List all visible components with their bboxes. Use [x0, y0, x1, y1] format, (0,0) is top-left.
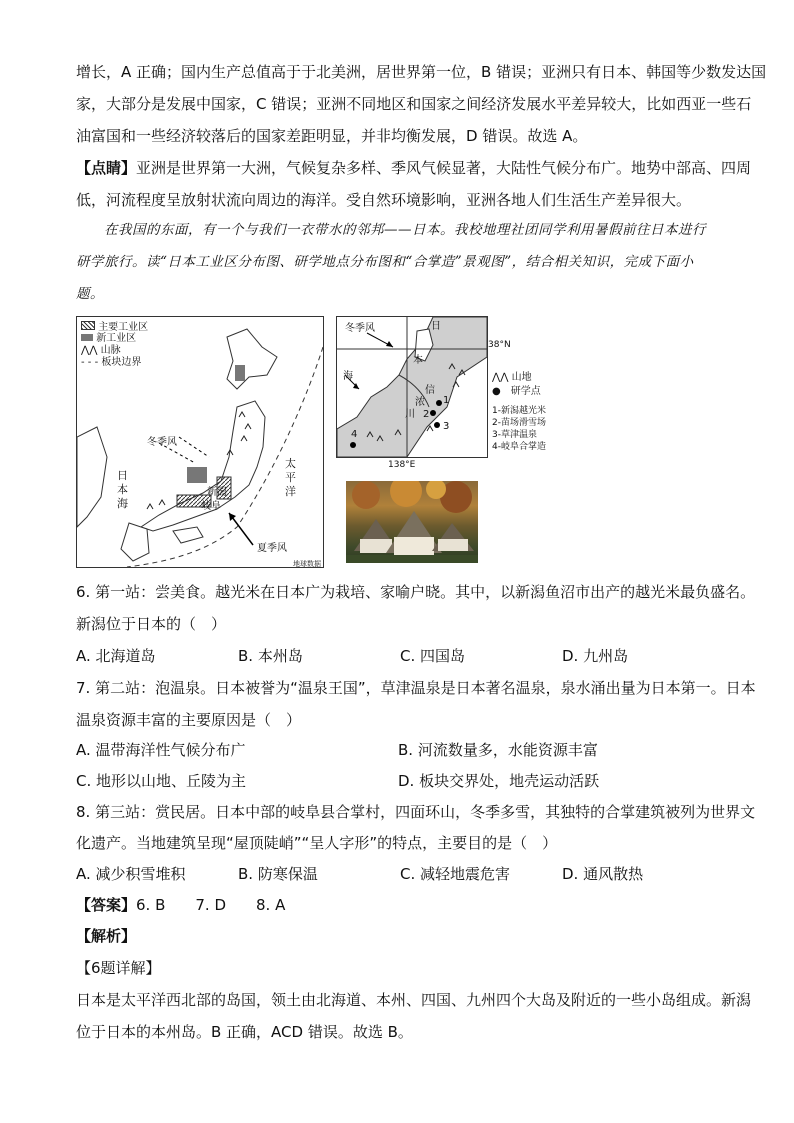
- study-site-graphic: [337, 317, 487, 457]
- japan-industry-map: [76, 316, 324, 568]
- map-label: 日: [431, 321, 441, 332]
- legend-item: - - - 板块边界: [81, 357, 142, 368]
- legend-site: 2-苗场滑雪场: [492, 418, 546, 428]
- site-number: 3: [443, 421, 450, 432]
- answer-tag: 【答案】: [76, 896, 137, 914]
- q8-option-a: A. 减少积雪堆积: [76, 865, 186, 883]
- map-label: 海: [343, 371, 353, 382]
- summer-monsoon-label: 夏季风: [257, 543, 287, 554]
- legend-site: 1-新潟越光米: [492, 406, 546, 416]
- houses-illustration: [346, 481, 478, 563]
- legend-item: 主要工业区: [81, 321, 148, 333]
- dianjing-line: [76, 158, 751, 178]
- detail-text: 位于日本的本州岛。B 正确，ACD 错误。故选 B。: [76, 1023, 413, 1041]
- question-7-stem: 7. 第二站：泡温泉。日本被誉为“温泉王国”，草津温泉是日本著名温泉，泉水涌出量为日本第一。日本: [76, 679, 756, 697]
- dianjing-text: 亚洲是世界第一大洲，气候复杂多样、季风气候显著，大陆性气候分布广。地势中部高、四周: [136, 159, 752, 177]
- detail-text: 日本是太平洋西北部的岛国，领土由北海道、本州、四国、九州四个大岛及附近的一些小岛组成。新潟: [76, 991, 752, 1009]
- q8-option-d: D. 通风散热: [562, 865, 644, 883]
- q8-option-c: C. 减轻地震危害: [400, 865, 511, 883]
- legend-site: 3-草津温泉: [492, 430, 537, 440]
- question-6-stem: 6. 第一站：尝美食。越光米在日本广为栽培、家喻户晓。其中，以新潟鱼沼市出产的越光米最负盛名。: [76, 583, 756, 601]
- q6-option-d: D. 九州岛: [562, 647, 629, 665]
- dianjing-tag: 【点睛】: [76, 159, 137, 177]
- text-line: 家，大部分是发展中国家，C 错误；亚洲不同地区和国家之间经济发展水平差异较大，比如西亚一些石: [76, 95, 752, 113]
- longitude-label: 138°E: [388, 460, 416, 470]
- study-site-map: [336, 316, 488, 458]
- legend-item: ⋀⋀ 山脉: [81, 345, 121, 356]
- answer-line: [76, 895, 285, 915]
- detail-tag: 【6题详解】: [76, 959, 161, 977]
- q7-option-c: C. 地形以山地、丘陵为主: [76, 772, 247, 790]
- text-line: 增长，A 正确；国内生产总值高于于北美洲，居世界第一位，B 错误；亚洲只有日本、韩国等少数发达国: [76, 63, 767, 81]
- niigata-label: 新潟: [207, 487, 227, 498]
- question-6-stem: 新潟位于日本的（ ）: [76, 615, 227, 633]
- map-label: 信: [425, 385, 435, 396]
- legend-item: 新工业区: [81, 333, 136, 344]
- legend-mountain: ⋀⋀ 山地: [492, 372, 532, 383]
- intro-line: 研学旅行。读“日本工业区分布图、研学地点分布图和“合掌造”景观图”，结合相关知识，完成下面小: [76, 254, 694, 270]
- gifu-label: 岐阜: [201, 501, 221, 512]
- legend-site: 4-岐阜合掌造: [492, 442, 546, 452]
- intro-line: 题。: [76, 286, 104, 302]
- sea-of-japan-label: 日本海: [117, 469, 128, 510]
- q7-option-d: D. 板块交界处，地壳运动活跃: [398, 772, 600, 790]
- intro-line: 在我国的东面，有一个与我们一衣带水的邻邦——日本。我校地理社团同学利用暑假前往日本进行: [104, 222, 706, 238]
- text-line: 低，河流程度呈放射状流向周边的海洋。受自然环境影响，亚洲各地人们生活生产差异很大。: [76, 191, 692, 209]
- site-number: 4: [351, 429, 358, 440]
- analysis-tag: 【解析】: [76, 927, 137, 945]
- q6-option-a: A. 北海道岛: [76, 647, 156, 665]
- map-label: 川: [405, 409, 415, 420]
- question-8-stem: 8. 第三站：赏民居。日本中部的岐阜县合掌村，四面环山，冬季多雪，其独特的合掌建筑被列为世界文: [76, 803, 756, 821]
- legend-point: ● 研学点: [492, 386, 541, 397]
- winter-monsoon-label: 冬季风: [147, 437, 177, 448]
- q7-option-b: B. 河流数量多，水能资源丰富: [398, 741, 598, 759]
- q7-option-a: A. 温带海洋性气候分布广: [76, 741, 246, 759]
- site-number: 2: [423, 409, 430, 420]
- text-line: 油富国和一些经济较落后的国家差距明显，并非均衡发展，D 错误。故选 A。: [76, 127, 588, 145]
- map-label: 本: [413, 355, 423, 366]
- map-label: 浓: [415, 397, 425, 408]
- pacific-label: 太平洋: [285, 457, 296, 498]
- winter-monsoon-label: 冬季风: [345, 323, 375, 334]
- q6-option-b: B. 本州岛: [238, 647, 303, 665]
- question-8-stem: 化遗产。当地建筑呈现“屋顶陡峭”“呈人字形”的特点，主要目的是（ ）: [76, 834, 558, 852]
- answer-text: 6. B 7. D 8. A: [136, 896, 286, 914]
- map-credit: 地球数据: [293, 560, 321, 568]
- q6-option-c: C. 四国岛: [400, 647, 466, 665]
- site-number: 1: [443, 395, 450, 406]
- gassho-zukuri-photo: [346, 481, 478, 563]
- question-7-stem: 温泉资源丰富的主要原因是（ ）: [76, 711, 302, 729]
- latitude-label: 38°N: [488, 340, 511, 350]
- q8-option-b: B. 防寒保温: [238, 865, 318, 883]
